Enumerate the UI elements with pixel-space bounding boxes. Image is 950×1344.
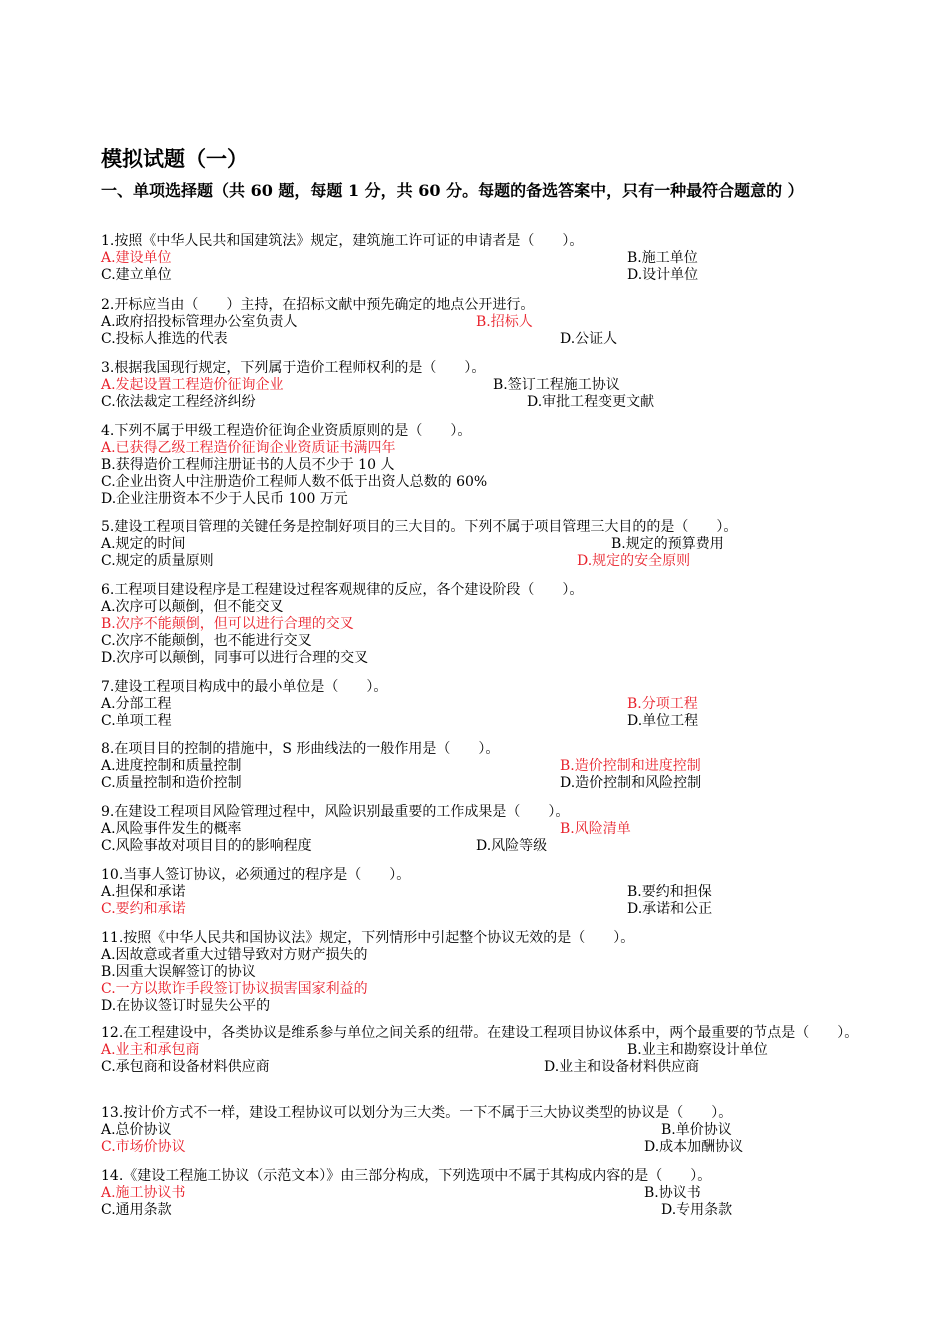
question-8	[101, 741, 871, 792]
option-d: D.次序可以颠倒，同事可以进行合理的交叉	[101, 650, 369, 666]
option-c: C.投标人推选的代表	[101, 331, 228, 347]
option-b: B.风险清单	[560, 821, 631, 837]
option-a: A.施工协议书	[101, 1185, 186, 1201]
question-14	[101, 1168, 871, 1219]
option-c: C.风险事故对项目目的的影响程度	[101, 838, 312, 854]
option-b: B.造价控制和进度控制	[560, 758, 701, 774]
option-c: C.要约和承诺	[101, 901, 186, 917]
option-d: D.单位工程	[627, 713, 699, 729]
option-d: D.设计单位	[627, 267, 699, 283]
option-b: B.单价协议	[661, 1122, 732, 1138]
option-b: B.签订工程施工协议	[493, 377, 620, 393]
option-a: A.已获得乙级工程造价征询企业资质证书满四年	[101, 440, 396, 456]
option-c: C.承包商和设备材料供应商	[101, 1059, 270, 1075]
question-stem: 5.建设工程项目管理的关键任务是控制好项目的三大目的。下列不属于项目管理三大目的的是（ ）。	[101, 519, 738, 535]
option-b: B.协议书	[644, 1185, 701, 1201]
option-c: C.市场价协议	[101, 1139, 186, 1155]
option-a: A.风险事件发生的概率	[101, 821, 242, 837]
option-b: B.要约和担保	[627, 884, 712, 900]
question-3	[101, 360, 871, 411]
question-stem: 2.开标应当由（ ）主持，在招标文献中预先确定的地点公开进行。	[101, 297, 535, 313]
option-b: B.分项工程	[627, 696, 698, 712]
question-stem: 12.在工程建设中，各类协议是维系参与单位之间关系的纽带。在建设工程项目协议体系中，两个最重要的节点是（ ）。	[101, 1025, 859, 1041]
question-11	[101, 930, 871, 1015]
question-4	[101, 423, 871, 508]
section-heading: 一、单项选择题（共 60 题，每题 1 分，共 60 分。每题的备选答案中，只有一种最符合题意的 ）	[101, 181, 804, 200]
question-stem: 10.当事人签订协议，必须通过的程序是（ ）。	[101, 867, 411, 883]
option-c: C.企业出资人中注册造价工程师人数不低于出资人总数的 60%	[101, 474, 488, 490]
question-1	[101, 233, 871, 284]
option-d: D.风险等级	[476, 838, 548, 854]
question-5	[101, 519, 871, 570]
option-c: C.依法裁定工程经济纠纷	[101, 394, 256, 410]
option-c: C.建立单位	[101, 267, 172, 283]
option-a: A.总价协议	[101, 1122, 172, 1138]
option-b: B.招标人	[476, 314, 533, 330]
option-d: D.规定的安全原则	[577, 553, 691, 569]
option-b: B.因重大误解签订的协议	[101, 964, 256, 980]
option-a: A.业主和承包商	[101, 1042, 200, 1058]
option-b: B.次序不能颠倒，但可以进行合理的交叉	[101, 616, 354, 632]
option-d: D.业主和设备材料供应商	[544, 1059, 700, 1075]
option-d: D.在协议签订时显失公平的	[101, 998, 271, 1014]
option-d: D.承诺和公正	[627, 901, 713, 917]
question-stem: 13.按计价方式不一样，建设工程协议可以划分为三大类。一下不属于三大协议类型的协议是（ ）。	[101, 1105, 733, 1121]
option-c: C.规定的质量原则	[101, 553, 214, 569]
question-stem: 6.工程项目建设程序是工程建设过程客观规律的反应，各个建设阶段（ ）。	[101, 582, 584, 598]
option-d: D.审批工程变更文献	[527, 394, 655, 410]
option-a: A.发起设置工程造价征询企业	[101, 377, 284, 393]
question-12	[101, 1025, 871, 1076]
question-6	[101, 582, 871, 667]
question-9	[101, 804, 871, 855]
option-b: B.业主和勘察设计单位	[627, 1042, 768, 1058]
option-d: D.公证人	[560, 331, 618, 347]
question-7	[101, 679, 871, 730]
question-stem: 8.在项目目的控制的措施中，S 形曲线法的一般作用是（ ）。	[101, 741, 500, 757]
question-stem: 3.根据我国现行规定，下列属于造价工程师权利的是（ ）。	[101, 360, 486, 376]
option-d: D.企业注册资本不少于人民币 100 万元	[101, 491, 348, 507]
option-b: B.规定的预算费用	[611, 536, 724, 552]
question-stem: 14.《建设工程施工协议（示范文本）》由三部分构成，下列选项中不属于其构成内容的是（ ）。	[101, 1168, 712, 1184]
option-a: A.因故意或者重大过错导致对方财产损失的	[101, 947, 368, 963]
option-a: A.建设单位	[101, 250, 172, 266]
option-d: D.专用条款	[661, 1202, 733, 1218]
question-stem: 7.建设工程项目构成中的最小单位是（ ）。	[101, 679, 388, 695]
question-10	[101, 867, 871, 918]
option-a: A.分部工程	[101, 696, 172, 712]
question-stem: 4.下列不属于甲级工程造价征询企业资质原则的是（ ）。	[101, 423, 472, 439]
option-c: C.次序不能颠倒，也不能进行交叉	[101, 633, 312, 649]
option-a: A.规定的时间	[101, 536, 186, 552]
option-a: A.政府招投标管理办公室负责人	[101, 314, 298, 330]
page-title: 模拟试题（一）	[101, 146, 248, 171]
option-c: C.单项工程	[101, 713, 172, 729]
option-c: C.通用条款	[101, 1202, 172, 1218]
option-c: C.一方以欺诈手段签订协议损害国家利益的	[101, 981, 368, 997]
question-stem: 11.按照《中华人民共和国协议法》规定，下列情形中引起整个协议无效的是（ ）。	[101, 930, 635, 946]
option-a: A.担保和承诺	[101, 884, 186, 900]
option-c: C.质量控制和造价控制	[101, 775, 242, 791]
question-2	[101, 297, 871, 348]
option-b: B.施工单位	[627, 250, 698, 266]
option-a: A.次序可以颠倒，但不能交叉	[101, 599, 284, 615]
option-d: D.成本加酬协议	[644, 1139, 744, 1155]
question-13	[101, 1105, 871, 1156]
question-stem: 9.在建设工程项目风险管理过程中，风险识别最重要的工作成果是（ ）。	[101, 804, 570, 820]
question-stem: 1.按照《中华人民共和国建筑法》规定，建筑施工许可证的申请者是（ ）。	[101, 233, 584, 249]
option-a: A.进度控制和质量控制	[101, 758, 242, 774]
option-b: B.获得造价工程师注册证书的人员不少于 10 人	[101, 457, 395, 473]
option-d: D.造价控制和风险控制	[560, 775, 702, 791]
